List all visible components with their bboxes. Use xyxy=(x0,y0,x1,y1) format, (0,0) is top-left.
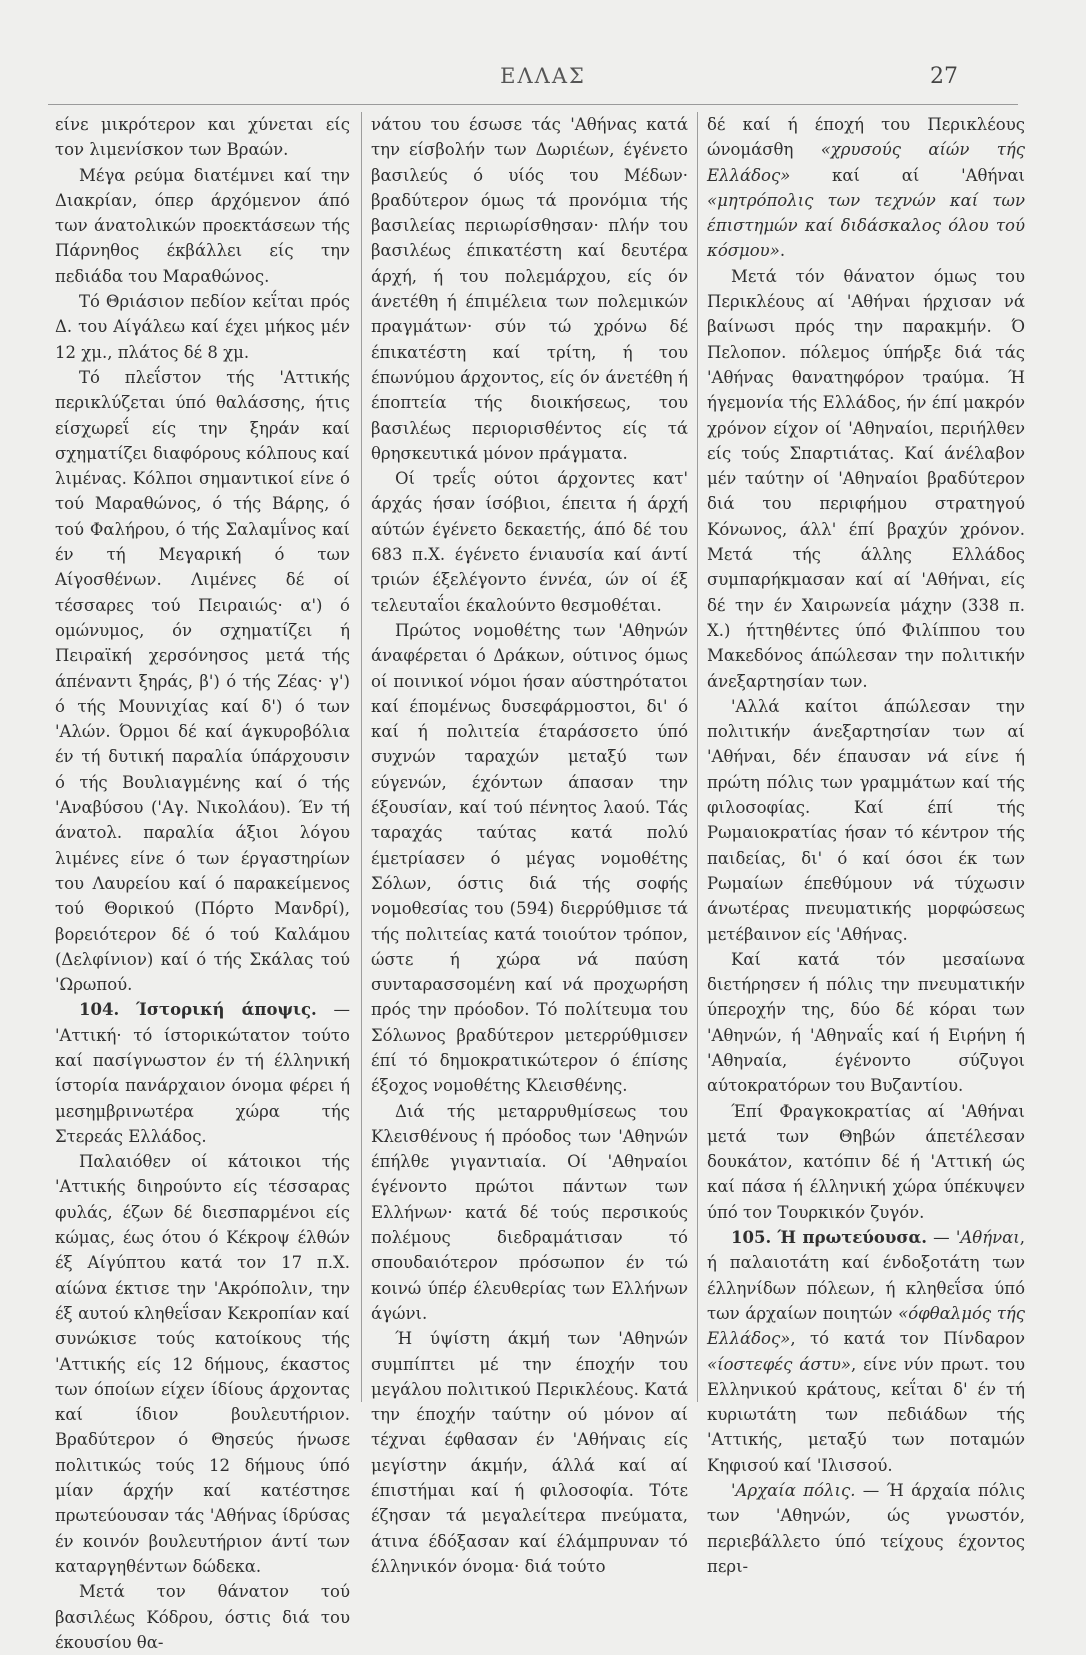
section-number: 104. xyxy=(79,1000,120,1020)
text-run: δέ καί ή έποχή του Περικλέους ώνομάσθη xyxy=(707,115,1025,160)
text-run: — Ή άρχαία πόλις των 'Αθηνών, ώς γνωστόν, περιεβάλλετο ύπό τείχους έχοντος περι- xyxy=(707,1481,1025,1576)
paragraph: Τό Θριάσιον πεδίον κεΐται πρός Δ. του Αίγάλεω καί έχει μήκος μέν 12 χμ., πλάτος δέ 8 χμ. xyxy=(55,292,350,362)
text-run: , ή παλαιοτάτη καί ένδοξοτάτη των έλληνίδων πόλεων, ή κληθεΐσα ύπό των άρχαίων ποιητών xyxy=(707,1228,1025,1323)
paragraph: Μετά τον θάνατον τού βασιλέως Κόδρου, όστις διά του έκουσίου θα- xyxy=(55,1582,350,1652)
paragraph xyxy=(707,1478,1025,1579)
paragraph: Οί τρεΐς ούτοι άρχοντες κατ' άρχάς ήσαν ίσόβιοι, έπειτα ή άρχή αύτών έγένετο δεκαετής, άπό δέ του 683 π.Χ. έγένετο ένιαυσία καί άντί τριών έξελέγοντο έννέα, ών οί έξ τελευταΐοι έκαλούντο θεσμοθέται. xyxy=(371,469,688,615)
header-rule xyxy=(48,104,1018,105)
section-body: 'Αττική· τό ίστορικώτατον τούτο καί πασίγνωστον έν τή έλληνική ίστορία πανάρχαιον όνομα φέρει ή μεσημβρινωτέρα χώρα τής Στερεάς Ελλάδος. xyxy=(55,1025,350,1146)
text-column-1 xyxy=(55,112,351,1652)
lead-term: 'Αρχαία πόλις. xyxy=(731,1481,856,1501)
section-dash: — xyxy=(926,1228,956,1248)
quotation: «μητρόπολις των τεχνών καί των έπιστημών καί διδάσκαλος όλου τού κόσμου» xyxy=(707,190,1025,261)
section-title: Ή πρωτεύουσα. xyxy=(777,1228,927,1248)
section-number: 105. xyxy=(731,1228,772,1248)
paragraph: Πρώτος νομοθέτης των 'Αθηνών άναφέρεται ό Δράκων, ούτινος όμως οί ποινικοί νόμοι ήσαν αύστηρότατοι καί έπομένως δυσεφάρμοστοι, δι' ό καί ή πολιτεία έταράσσετο ύπό συχνών ταραχών μεταξύ των εύγενών, έχόντων άπασαν την έξουσίαν, καί τού πένητος λαού. Τάς ταραχάς ταύτας κατά πολύ έμετρίασεν ό μέγας νομοθέτης Σόλων, όστις διά τής σοφής νομοθεσίας του (594) διερρύθμισε τά τής πολιτείας κατά τοιούτον τρόπον, ώστε ή χώρα νά παύση συνταρασσομένη καί νά προχωρήση πρός την πρόοδον. Τό πολίτευμα του Σόλωνος βραδύτερον μετερρύθμισεν έπί τό δημοκρατικώτερον ό έπίσης έξοχος νομοθέτης Κλεισθένης. xyxy=(371,620,688,1096)
column-divider xyxy=(361,112,362,1402)
quotation: «ίοστεφές άστυ» xyxy=(707,1354,851,1374)
text-run: , τό κατά τον Πίνδαρον xyxy=(790,1329,1025,1349)
text-column-3 xyxy=(707,112,1025,1576)
text-run: . xyxy=(779,241,786,261)
paragraph: Καί κατά τόν μεσαίωνα διετήρησεν ή πόλις την πνευματικήν ύπεροχήν της, δύο δέ κόραι των 'Αθηνών, ή 'Αθηναΐς καί ή Ειρήνη ή 'Αθηναία, έγένοντο σύζυγοι αύτοκρατόρων του Βυζαντίου. xyxy=(707,949,1025,1096)
paragraph: είνε μικρότερον και χύνεται είς τον λιμενίσκον των Βραών. xyxy=(55,115,350,160)
quotation: «χρυσούς αίών τής Ελλάδος» xyxy=(707,140,1025,185)
lead-term: 'Αθήναι xyxy=(955,1228,1020,1248)
page-number: 27 xyxy=(930,64,958,89)
paragraph: 'Αλλά καίτοι άπώλεσαν την πολιτικήν άνεξαρτησίαν των αί 'Αθήναι, δέν έπαυσαν νά είνε ή πρώτη πόλις των γραμμάτων καί τής φιλοσοφίας. Καί έπί τής Ρωμαιοκρατίας ήσαν τό κέντρον τής παιδείας, δι' ό καί όσοι έκ των Ρωμαίων έπεθύμουν νά τύχωσιν άνωτέρας πνευματικής μορφώσεως μετέβαινον είς 'Αθήνας. xyxy=(707,696,1025,944)
paragraph: Έπί Φραγκοκρατίας αί 'Αθήναι μετά των Θηβών άπετέλεσαν δουκάτον, κατόπιν δέ ή 'Αττική ώς καί πάσα ή έλληνική χώρα ύπέκυψεν ύπό τον Τουρκικόν ζυγόν. xyxy=(707,1101,1025,1222)
section-title: Ίστορική άποψις. xyxy=(135,1000,317,1020)
paragraph: νάτου του έσωσε τάς 'Αθήνας κατά την είσβολήν των Δωριέων, έγένετο βασιλεύς ό υίός του Μέδων· βραδύτερον όμως τά προνόμια τής βασιλείας περιωρίσθησαν· πλήν του βασιλέως έπικατέστη καί δευτέρα άρχή, ή του πολεμάρχου, είς όν άνετέθη ή έπιμέλεια των πολεμικών πραγμάτων· σύν τώ χρόνω δέ έπικατέστη καί τρίτη, ή του έπωνύμου άρχοντος, είς όν άνετέθη ή έποπτεία τής διοικήσεως, του βασιλέως περιορισθέντος είς τά θρησκευτικά μόνον πράγματα. xyxy=(371,115,688,463)
paragraph: Διά τής μεταρρυθμίσεως του Κλεισθένους ή πρόοδος των 'Αθηνών έπήλθε γιγαντιαία. Οί 'Αθηναίοι έγένοντο πρώτοι πάντων των Ελλήνων· κατά δέ τούς περσικούς πολέμους διεδραμάτισαν τό σπουδαιότερον πρόσωπον έν τώ κοινώ ύπέρ έλευθερίας των Ελλήνων άγώνι. xyxy=(371,1101,688,1323)
paragraph: Μετά τόν θάνατον όμως του Περικλέους αί 'Αθήναι ήρχισαν νά βαίνωσι πρός την παρακμήν. Ό Πελοπον. πόλεμος ύπήρξε διά τάς 'Αθήνας θανατηφόρον τραύμα. Ή ήγεμονία τής Ελλάδος, ήν έπί μακρόν χρόνον είχον οί 'Αθηναίοι, περιήλθεν είς τούς Σπαρτιάτας. Καί άνέλαβον μέν ταύτην οί 'Αθηναίοι βραδύτερον διά του περιφήμου στρατηγού Κόνωνος, άλλ' έπί βραχύν χρόνον. Μετά τής άλλης Ελλάδος συμπαρήκμασαν καί αί 'Αθήναι, είς δέ την έν Χαιρωνεία μάχην (338 π. Χ.) ήττηθέντες ύπό Φιλίππου του Μακεδόνος άπώλεσαν την πολιτικήν άνεξαρτησίαν των. xyxy=(707,266,1025,691)
section-105 xyxy=(707,1225,1025,1478)
text-column-2 xyxy=(371,112,688,1576)
paragraph: Μέγα ρεύμα διατέμνει καί την Διακρίαν, όπερ άρχόμενον άπό των άνατολικών προεκτάσεων τής Πάρνηθος έκβάλλει είς την πεδιάδα του Μαραθώνος. xyxy=(55,165,350,286)
text-run: καί αί 'Αθήναι xyxy=(790,165,1025,185)
column-divider xyxy=(697,112,698,1402)
paragraph xyxy=(707,112,1025,264)
quotation: «όφθαλμός τής Ελλάδος» xyxy=(707,1303,1025,1349)
running-title: ΕΛΛΑΣ xyxy=(500,64,586,88)
paragraph: Παλαιόθεν οί κάτοικοι τής 'Αττικής διηρούντο είς τέσσαρας φυλάς, έζων δέ διεσπαρμένοι είς κώμας, έως ότου ό Κέκροψ έλθών έξ Αίγύπτου κατά τον 17 π.Χ. αίώνα έκτισε την 'Ακρόπολιν, την έξ αυτού κληθεΐσαν Κεκροπίαν καί συνώκισε τούς κατοίκους τής 'Αττικής είς 12 δήμους, έκαστος των όποίων είχεν ίδίους άρχοντας καί ίδιον βουλευτήριον. Βραδύτερον ό Θησεύς ήνωσε πολιτικώς τούς 12 δήμους ύπό μίαν άρχήν καί κατέστησε πρωτεύουσαν τάς 'Αθήνας ίδρύσας έν κοινόν βουλευτήριον άντί των καταργηθέντων δώδεκα. xyxy=(55,1152,350,1576)
text-run: , είνε νύν πρωτ. του Ελληνικού κράτους, κεΐται δ' έν τή κυριωτάτη των πεδιάδων τής 'Αττικής, μεταξύ των ποταμών Κηφισού καί 'Ιλισσού. xyxy=(707,1354,1025,1475)
section-dash: — xyxy=(316,1000,351,1020)
section-104 xyxy=(55,997,350,1149)
paragraph: Τό πλεΐστον τής 'Αττικής περικλύζεται ύπό θαλάσσης, ήτις είσχωρεΐ είς την ξηράν καί σχηματίζει διαφόρους κόλπους καί λιμένας. Κόλποι σημαντικοί είνε ό τού Μαραθώνος, ό τής Βάρης, ό τού Φαλήρου, ό τής Σαλαμΐνος καί έν τή Μεγαρική ό των Αίγοσθένων. Λιμένες δέ οί τέσσαρες τού Πειραιώς· α') ό ομώνυμος, όν σχηματίζει ή Πειραϊκή χερσόνησος μετά τής άπέναντι ξηράς, β') ό τής Ζέας· γ') ό τής Μουνιχίας καί δ') ό των 'Αλών. Όρμοι δέ καί άγκυροβόλια έν τή δυτική παραλία ύπάρχουσιν ό τής Βουλιαγμένης καί ό τής 'Αναβύσου ('Αγ. Νικολάου). Έν τή άνατολ. παραλία άξιοι λόγου λιμένες είνε ό των έργαστηρίων του Λαυρείου καί ό παρακείμενος τού Θορικού (Πόρτο Μανδρί), βορειότερον δέ ό τού Καλάμου (Δελφίνιον) καί ό τής Σκάλας τού 'Ωρωπού. xyxy=(55,367,350,995)
paragraph: Ή ύψίστη άκμή των 'Αθηνών συμπίπτει μέ την έποχήν του μεγάλου πολιτικού Περικλέους. Κατά την έποχήν ταύτην ού μόνον αί τέχναι έφθασαν έν 'Αθήναις είς μεγίστην άκμήν, άλλά καί αί έπιστήμαι καί ή φιλοσοφία. Τότε έζησαν τά μεγαλείτερα πνεύματα, άτινα έδόξασαν καί έλάμπρυναν τό έλληνικόν όνομα· διά τούτο xyxy=(371,1329,688,1576)
